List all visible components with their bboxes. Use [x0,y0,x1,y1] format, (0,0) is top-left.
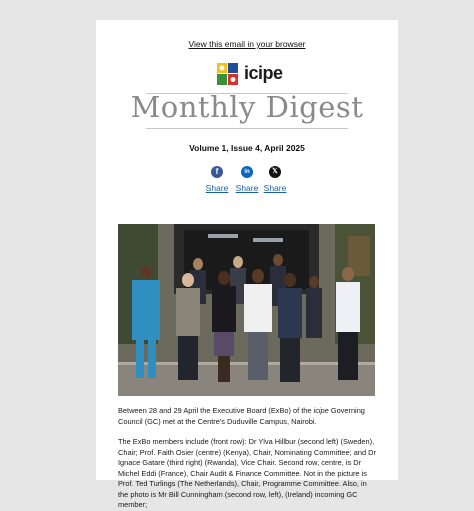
issue-line: Volume 1, Issue 4, April 2025 [189,143,305,153]
logo-text: icipe [244,63,283,83]
article-p1-icipe: icipe [313,406,329,415]
article-paragraph-2: The ExBo members include (front row): Dr Ylva Hillbur (second left) (Sweden), Chair; Prof. Faith Osier (centre) (Kenya), Chair, Nominating Committee; and Dr Ignace Gatare (third right) (Rwanda), Vice Chair. Second row, centre, is Dr Michel Eddi (France), Chair Audit & Finance Committee. Not in the picture is Prof. Ted Turlings (The Netherlands), Chair, Programme Committee. Also, in the photo is Mr Bill Cunningham (second row, left), (Ireland) incoming GC member; [118,437,376,509]
view-in-browser-link[interactable]: View this email in your browser [188,39,306,49]
icipe-logo [96,61,398,87]
share-facebook-label[interactable]: Share [205,183,229,193]
icipe-logo-mark [216,62,240,86]
article-p1-start: Between 28 and 29 April the Executive Board (ExBo) of the [118,406,314,415]
linkedin-icon[interactable]: in [241,166,253,178]
article-paragraph-1 [118,406,378,427]
x-icon[interactable]: 𝕏 [269,166,281,178]
email-card [96,20,398,509]
newsletter-title: Monthly Digest [130,90,364,124]
facebook-icon[interactable]: f [211,166,223,178]
board-group-photo [118,224,375,396]
article-p1-end: Governing Council (GC) met at the Centre's Duduville Campus, Nairobi. [118,406,365,426]
share-x-label[interactable]: Share [263,183,287,193]
title-rule-bottom [146,128,348,129]
share-linkedin-label[interactable]: Share [235,183,259,193]
share-x[interactable] [255,166,295,193]
